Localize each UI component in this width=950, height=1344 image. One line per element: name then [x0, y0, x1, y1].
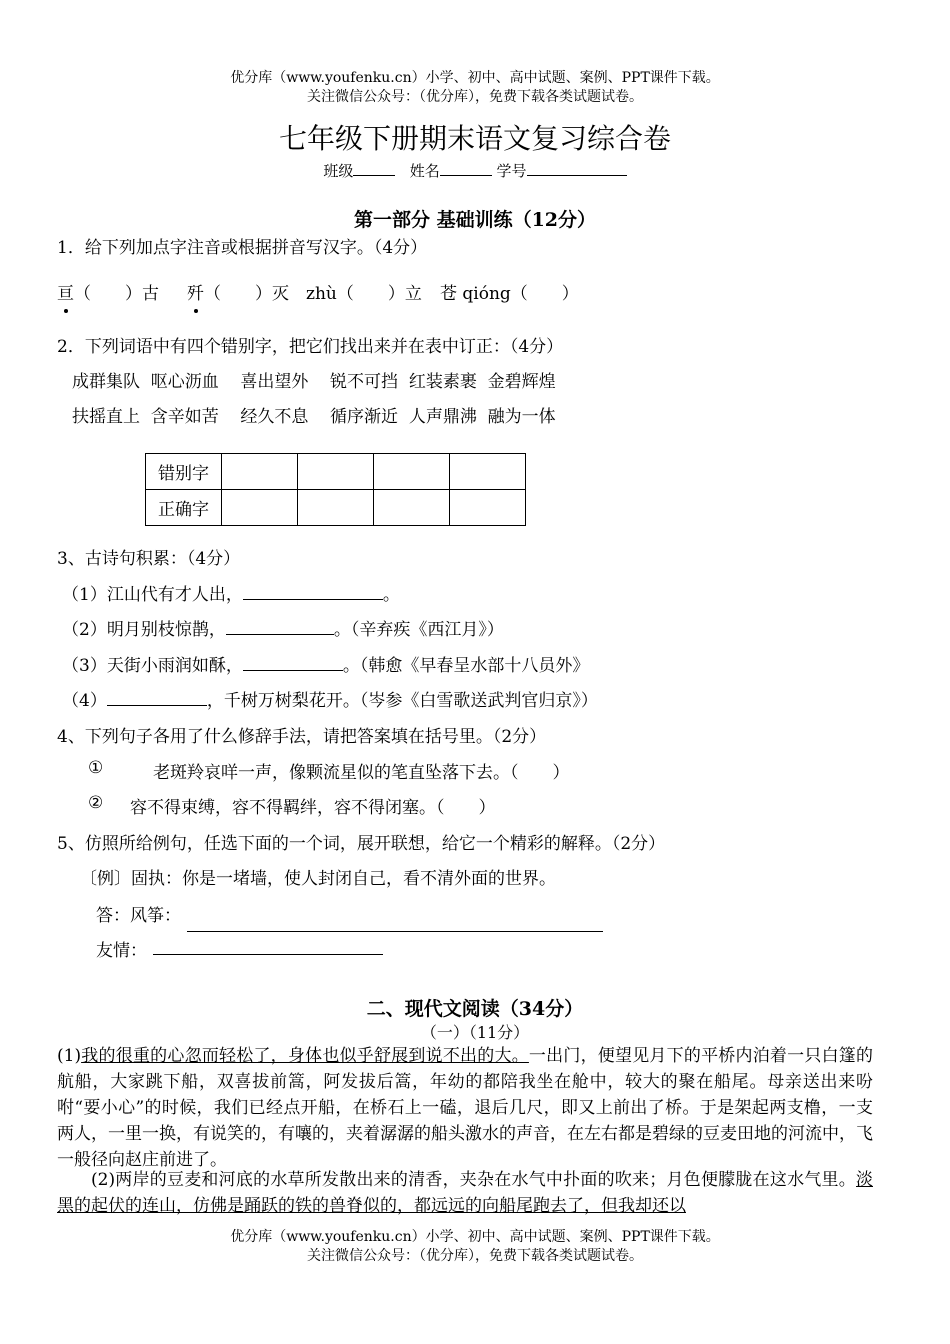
poem-line-end: 。（韩愈《早春呈水部十八员外》 — [342, 656, 590, 676]
underlined-sentence: 淡黑的起伏的连山，仿佛是踊跃的铁的兽脊似的，都远远的向船尾跑去了，但我却还以 — [57, 1170, 873, 1216]
id-blank[interactable] — [527, 159, 627, 176]
q3-prompt: 3、古诗句积累：（4分） — [57, 549, 241, 569]
q4-item-2-num: ② — [88, 793, 104, 813]
part1-heading: 第一部分 基础训练（12分） — [353, 209, 597, 231]
poem-line-end: ，千树万树梨花开。（岑参《白雪歌送武判官归京》） — [206, 691, 598, 711]
class-label: 班级 — [323, 162, 354, 180]
header-line-2: 关注微信公众号：（优分库），免费下载各类试题试卷。 — [307, 89, 643, 105]
poem-line-start: （1）江山代有才人出， — [62, 585, 243, 605]
q1-item-text: （ ）灭 — [204, 284, 289, 304]
reading-paragraph-2 — [57, 1167, 873, 1219]
table-label-wrong: 错别字 — [146, 454, 222, 490]
table-cell[interactable] — [450, 454, 526, 490]
poem-line-end: 。 — [382, 585, 400, 605]
q4-item-1-num: ① — [88, 758, 104, 778]
poem-line-start: （2）明月别枝惊鹊， — [62, 620, 226, 640]
q4-item-2-text: 容不得束缚，容不得羁绊，容不得闭塞。（ ） — [130, 798, 496, 818]
underlined-sentence: 我的很重的心忽而轻松了，身体也似乎舒展到说不出的大。 — [81, 1046, 529, 1066]
q2-prompt: 2．下列词语中有四个错别字，把它们找出来并在表中订正：（4分） — [57, 337, 564, 357]
id-label: 学号 — [496, 162, 527, 180]
table-cell[interactable] — [222, 454, 298, 490]
q5-prompt: 5、仿照所给例句，任选下面的一个词，展开联想，给它一个精彩的解释。（2分） — [57, 834, 666, 854]
table-cell[interactable] — [298, 454, 374, 490]
q3-item-2 — [62, 615, 504, 640]
poem-blank[interactable] — [226, 618, 334, 635]
poem-blank[interactable] — [243, 654, 343, 671]
name-blank[interactable] — [440, 159, 492, 176]
table-cell[interactable] — [374, 490, 450, 526]
q5-answer-friendship-line[interactable] — [153, 954, 383, 955]
table-row — [146, 454, 526, 490]
table-label-correct: 正确字 — [146, 490, 222, 526]
q1-prompt: 1．给下列加点字注音或根据拼音写汉字。（4分） — [57, 238, 428, 258]
q3-item-3 — [62, 651, 589, 676]
q3-item-1 — [62, 580, 400, 605]
class-blank[interactable] — [353, 159, 395, 176]
reading-paragraph-1 — [57, 1043, 873, 1173]
poem-blank[interactable] — [243, 583, 383, 600]
table-row — [146, 490, 526, 526]
q2-words-row-2: 扶摇直上 含辛如苦 经久不息 循序渐近 人声鼎沸 融为一体 — [72, 407, 556, 427]
table-cell[interactable] — [450, 490, 526, 526]
poem-line-end: 。（辛弃疾《西江月》） — [333, 620, 504, 640]
q1-item-3: zhù（ ）立 — [306, 284, 422, 304]
q5-example: 〔例〕固执：你是一堵墙，使人封闭自己，看不清外面的世界。 — [80, 869, 556, 889]
part2-subheading: （一）（11分） — [420, 1023, 530, 1042]
q1-item-4: 苍 qióng（ ） — [440, 284, 579, 304]
q4-prompt: 4、下列句子各用了什么修辞手法，请把答案填在括号里。（2分） — [57, 727, 547, 747]
q1-item-text: （ ）古 — [74, 284, 159, 304]
table-cell[interactable] — [374, 454, 450, 490]
dotted-char: 歼 — [187, 279, 204, 304]
q1-item-1 — [57, 279, 159, 304]
table-cell[interactable] — [222, 490, 298, 526]
paragraph-text: (2)两岸的豆麦和河底的水草所发散出来的清香，夹杂在水气中扑面的吹来；月色便朦胧在这水气里。 — [91, 1170, 856, 1190]
footer-line-1: 优分库（www.youfenku.cn）小学、初中、高中试题、案例、PPT课件下载。 — [230, 1229, 720, 1245]
correction-table — [145, 453, 526, 526]
q4-item-1-text: 老斑羚哀咩一声，像颗流星似的笔直坠落下去。（ ） — [153, 763, 570, 783]
paragraph-number: (1) — [57, 1046, 82, 1066]
poem-line-start: （4） — [62, 691, 107, 711]
q2-words-row-1: 成群集队 呕心沥血 喜出望外 锐不可挡 红装素裹 金碧辉煌 — [72, 372, 556, 392]
q1-item-2 — [187, 279, 289, 304]
table-cell[interactable] — [298, 490, 374, 526]
student-info-line — [0, 159, 950, 181]
header-line-1: 优分库（www.youfenku.cn）小学、初中、高中试题、案例、PPT课件下载。 — [230, 70, 720, 86]
part2-heading: 二、现代文阅读（34分） — [366, 998, 584, 1020]
page-title: 七年级下册期末语文复习综合卷 — [278, 122, 671, 155]
q5-answer-kite-label: 答：风筝： — [96, 906, 181, 926]
poem-blank[interactable] — [107, 689, 207, 706]
name-label: 姓名 — [409, 162, 440, 180]
q3-item-4 — [62, 686, 598, 711]
dotted-char: 亘 — [57, 279, 74, 304]
footer-line-2: 关注微信公众号：（优分库），免费下载各类试题试卷。 — [307, 1248, 643, 1264]
poem-line-start: （3）天街小雨润如酥， — [62, 656, 243, 676]
q5-answer-friendship-label: 友情： — [96, 941, 147, 961]
q5-answer-kite-line[interactable] — [187, 931, 603, 932]
paragraph-text: 一出门，便望见月下的平桥内泊着一只白篷的航船，大家跳下船，双喜拔前篙，阿发拔后篙，年幼的都陪我坐在舱中，较大的聚在船尾。母亲送出来吩咐“要小心”的时候，我们已经点开船，在桥石上一磕，退后几尺，即又上前出了桥。于是架起两支橹，一支两人，一里一换，有说笑的，有嚷的，夹着潺潺的船头激水的声音，在左右都是碧绿的豆麦田地的河流中，飞一般径向赵庄前进了。 — [57, 1046, 874, 1170]
